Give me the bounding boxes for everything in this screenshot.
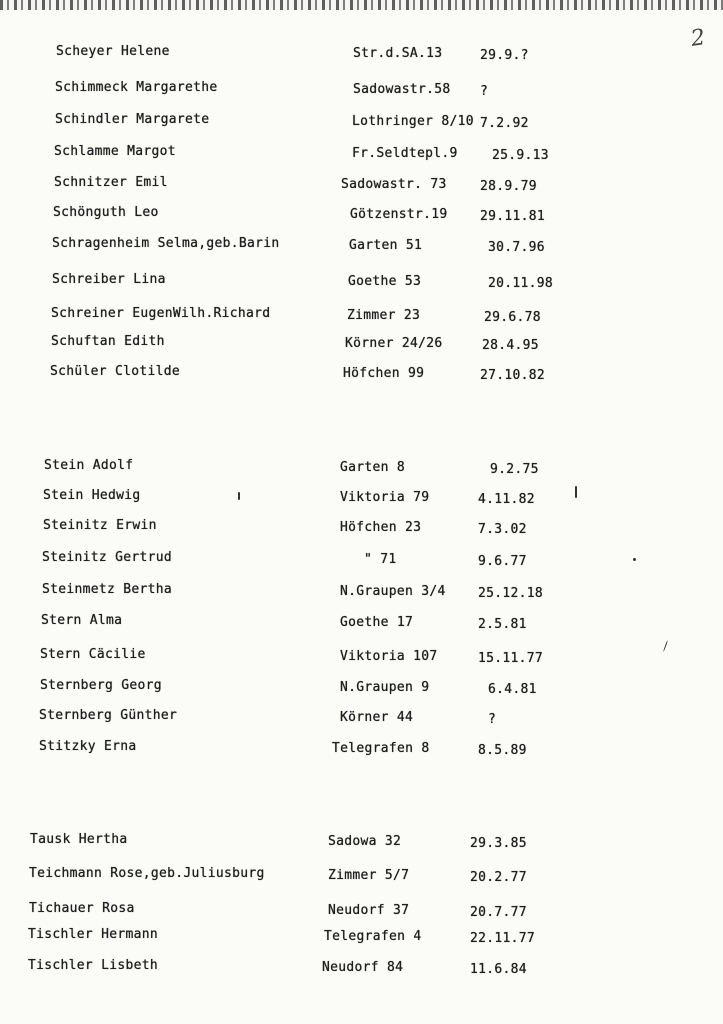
person-name: Stern Cäcilie <box>40 647 146 662</box>
street-address: Neudorf 84 <box>322 960 404 975</box>
register-row <box>0 958 723 986</box>
register-row <box>0 334 723 362</box>
street-address: Garten 8 <box>340 460 406 475</box>
birth-date: 2.5.81 <box>478 617 527 632</box>
person-name: Schuftan Edith <box>51 334 165 349</box>
birth-date: 29.6.78 <box>484 310 541 325</box>
person-name: Scheyer Helene <box>56 44 170 59</box>
street-address: N.Graupen 3/4 <box>340 584 446 599</box>
scan-speck <box>575 486 577 498</box>
street-address: Goethe 53 <box>348 274 422 289</box>
scan-speck <box>238 492 240 500</box>
person-name: Steinitz Erwin <box>43 518 157 533</box>
street-address: Höfchen 99 <box>343 366 425 381</box>
birth-date: 4.11.82 <box>478 492 535 507</box>
street-address: Viktoria 79 <box>340 490 430 505</box>
register-row <box>0 708 723 736</box>
register-row <box>0 175 723 203</box>
person-name: Stein Hedwig <box>43 488 141 503</box>
register-row <box>0 272 723 300</box>
street-address: Sadowastr. 73 <box>341 177 447 192</box>
person-name: Stitzky Erna <box>39 739 137 754</box>
register-row <box>0 901 723 929</box>
register-row <box>0 613 723 641</box>
person-name: Schreiner EugenWilh.Richard <box>51 306 271 321</box>
birth-date: 27.10.82 <box>480 368 546 383</box>
register-row <box>0 739 723 767</box>
birth-date: 6.4.81 <box>488 682 537 697</box>
birth-date: 29.11.81 <box>480 209 546 224</box>
register-row <box>0 678 723 706</box>
street-address: Telegrafen 4 <box>324 929 422 944</box>
street-address: Viktoria 107 <box>340 649 438 664</box>
register-row <box>0 364 723 392</box>
birth-date: 29.3.85 <box>470 836 527 851</box>
street-address: " 71 <box>364 552 397 567</box>
register-row <box>0 144 723 172</box>
street-address: Str.d.SA.13 <box>353 46 443 61</box>
person-name: Sternberg Günther <box>39 708 178 723</box>
register-row <box>0 112 723 140</box>
birth-date: 25.12.18 <box>478 586 544 601</box>
person-name: Tausk Hertha <box>30 832 128 847</box>
person-name: Schreiber Lina <box>52 272 166 287</box>
birth-date: 15.11.77 <box>478 651 544 666</box>
person-name: Schüler Clotilde <box>50 364 181 379</box>
street-address: Neudorf 37 <box>328 903 410 918</box>
birth-date: 28.9.79 <box>480 179 537 194</box>
birth-date: 25.9.13 <box>492 148 549 163</box>
street-address: Zimmer 23 <box>347 308 421 323</box>
birth-date: 7.3.02 <box>478 522 527 537</box>
street-address: Telegrafen 8 <box>332 741 430 756</box>
birth-date: 30.7.96 <box>488 240 545 255</box>
street-address: Höfchen 23 <box>340 520 422 535</box>
register-row <box>0 205 723 233</box>
street-address: Sadowa 32 <box>328 834 402 849</box>
street-address: Fr.Seldtepl.9 <box>352 146 458 161</box>
birth-date: ? <box>480 84 489 99</box>
register-row <box>0 488 723 516</box>
person-name: Steinitz Gertrud <box>42 550 173 565</box>
person-name: Tichauer Rosa <box>29 901 135 916</box>
register-row <box>0 236 723 264</box>
birth-date: 20.11.98 <box>488 276 554 291</box>
street-address: Sadowastr.58 <box>353 82 451 97</box>
person-name: Schlamme Margot <box>54 144 176 159</box>
birth-date: 29.9.? <box>480 48 529 63</box>
scan-top-edge <box>0 0 723 10</box>
register-row <box>0 832 723 860</box>
birth-date: 7.2.92 <box>480 116 529 131</box>
person-name: Steinmetz Bertha <box>42 582 173 597</box>
person-name: Stern Alma <box>41 613 123 628</box>
birth-date: 22.11.77 <box>470 931 536 946</box>
birth-date: 8.5.89 <box>478 743 527 758</box>
register-row <box>0 647 723 675</box>
street-address: Zimmer 5/7 <box>328 868 410 883</box>
register-row <box>0 550 723 578</box>
person-name: Schimmeck Margarethe <box>55 80 218 95</box>
person-name: Teichmann Rose,geb.Juliusburg <box>29 866 265 881</box>
street-address: Körner 44 <box>340 710 414 725</box>
person-name: Stein Adolf <box>44 458 134 473</box>
street-address: Goethe 17 <box>340 615 414 630</box>
register-row <box>0 306 723 334</box>
page-number-mark: 2 <box>689 25 707 52</box>
street-address: N.Graupen 9 <box>340 680 430 695</box>
birth-date: 20.2.77 <box>470 870 527 885</box>
person-name: Sternberg Georg <box>40 678 162 693</box>
register-row <box>0 866 723 894</box>
scan-speck <box>633 558 636 561</box>
person-name: Schönguth Leo <box>53 205 159 220</box>
person-name: Tischler Hermann <box>28 927 159 942</box>
register-row <box>0 582 723 610</box>
register-row <box>0 80 723 108</box>
birth-date: 20.7.77 <box>470 905 527 920</box>
person-name: Schnitzer Emil <box>54 175 168 190</box>
birth-date: 28.4.95 <box>482 338 539 353</box>
birth-date: 11.6.84 <box>470 962 527 977</box>
person-name: Schindler Margarete <box>55 112 210 127</box>
person-name: Schragenheim Selma,geb.Barin <box>52 236 280 251</box>
register-row <box>0 518 723 546</box>
street-address: Lothringer 8/10 <box>352 114 474 129</box>
register-row <box>0 44 723 72</box>
person-name: Tischler Lisbeth <box>28 958 159 973</box>
birth-date: ? <box>488 712 497 727</box>
register-row <box>0 458 723 486</box>
street-address: Götzenstr.19 <box>350 207 448 222</box>
street-address: Garten 51 <box>349 238 423 253</box>
birth-date: 9.2.75 <box>490 462 539 477</box>
birth-date: 9.6.77 <box>478 554 527 569</box>
street-address: Körner 24/26 <box>345 336 443 351</box>
register-row <box>0 927 723 955</box>
